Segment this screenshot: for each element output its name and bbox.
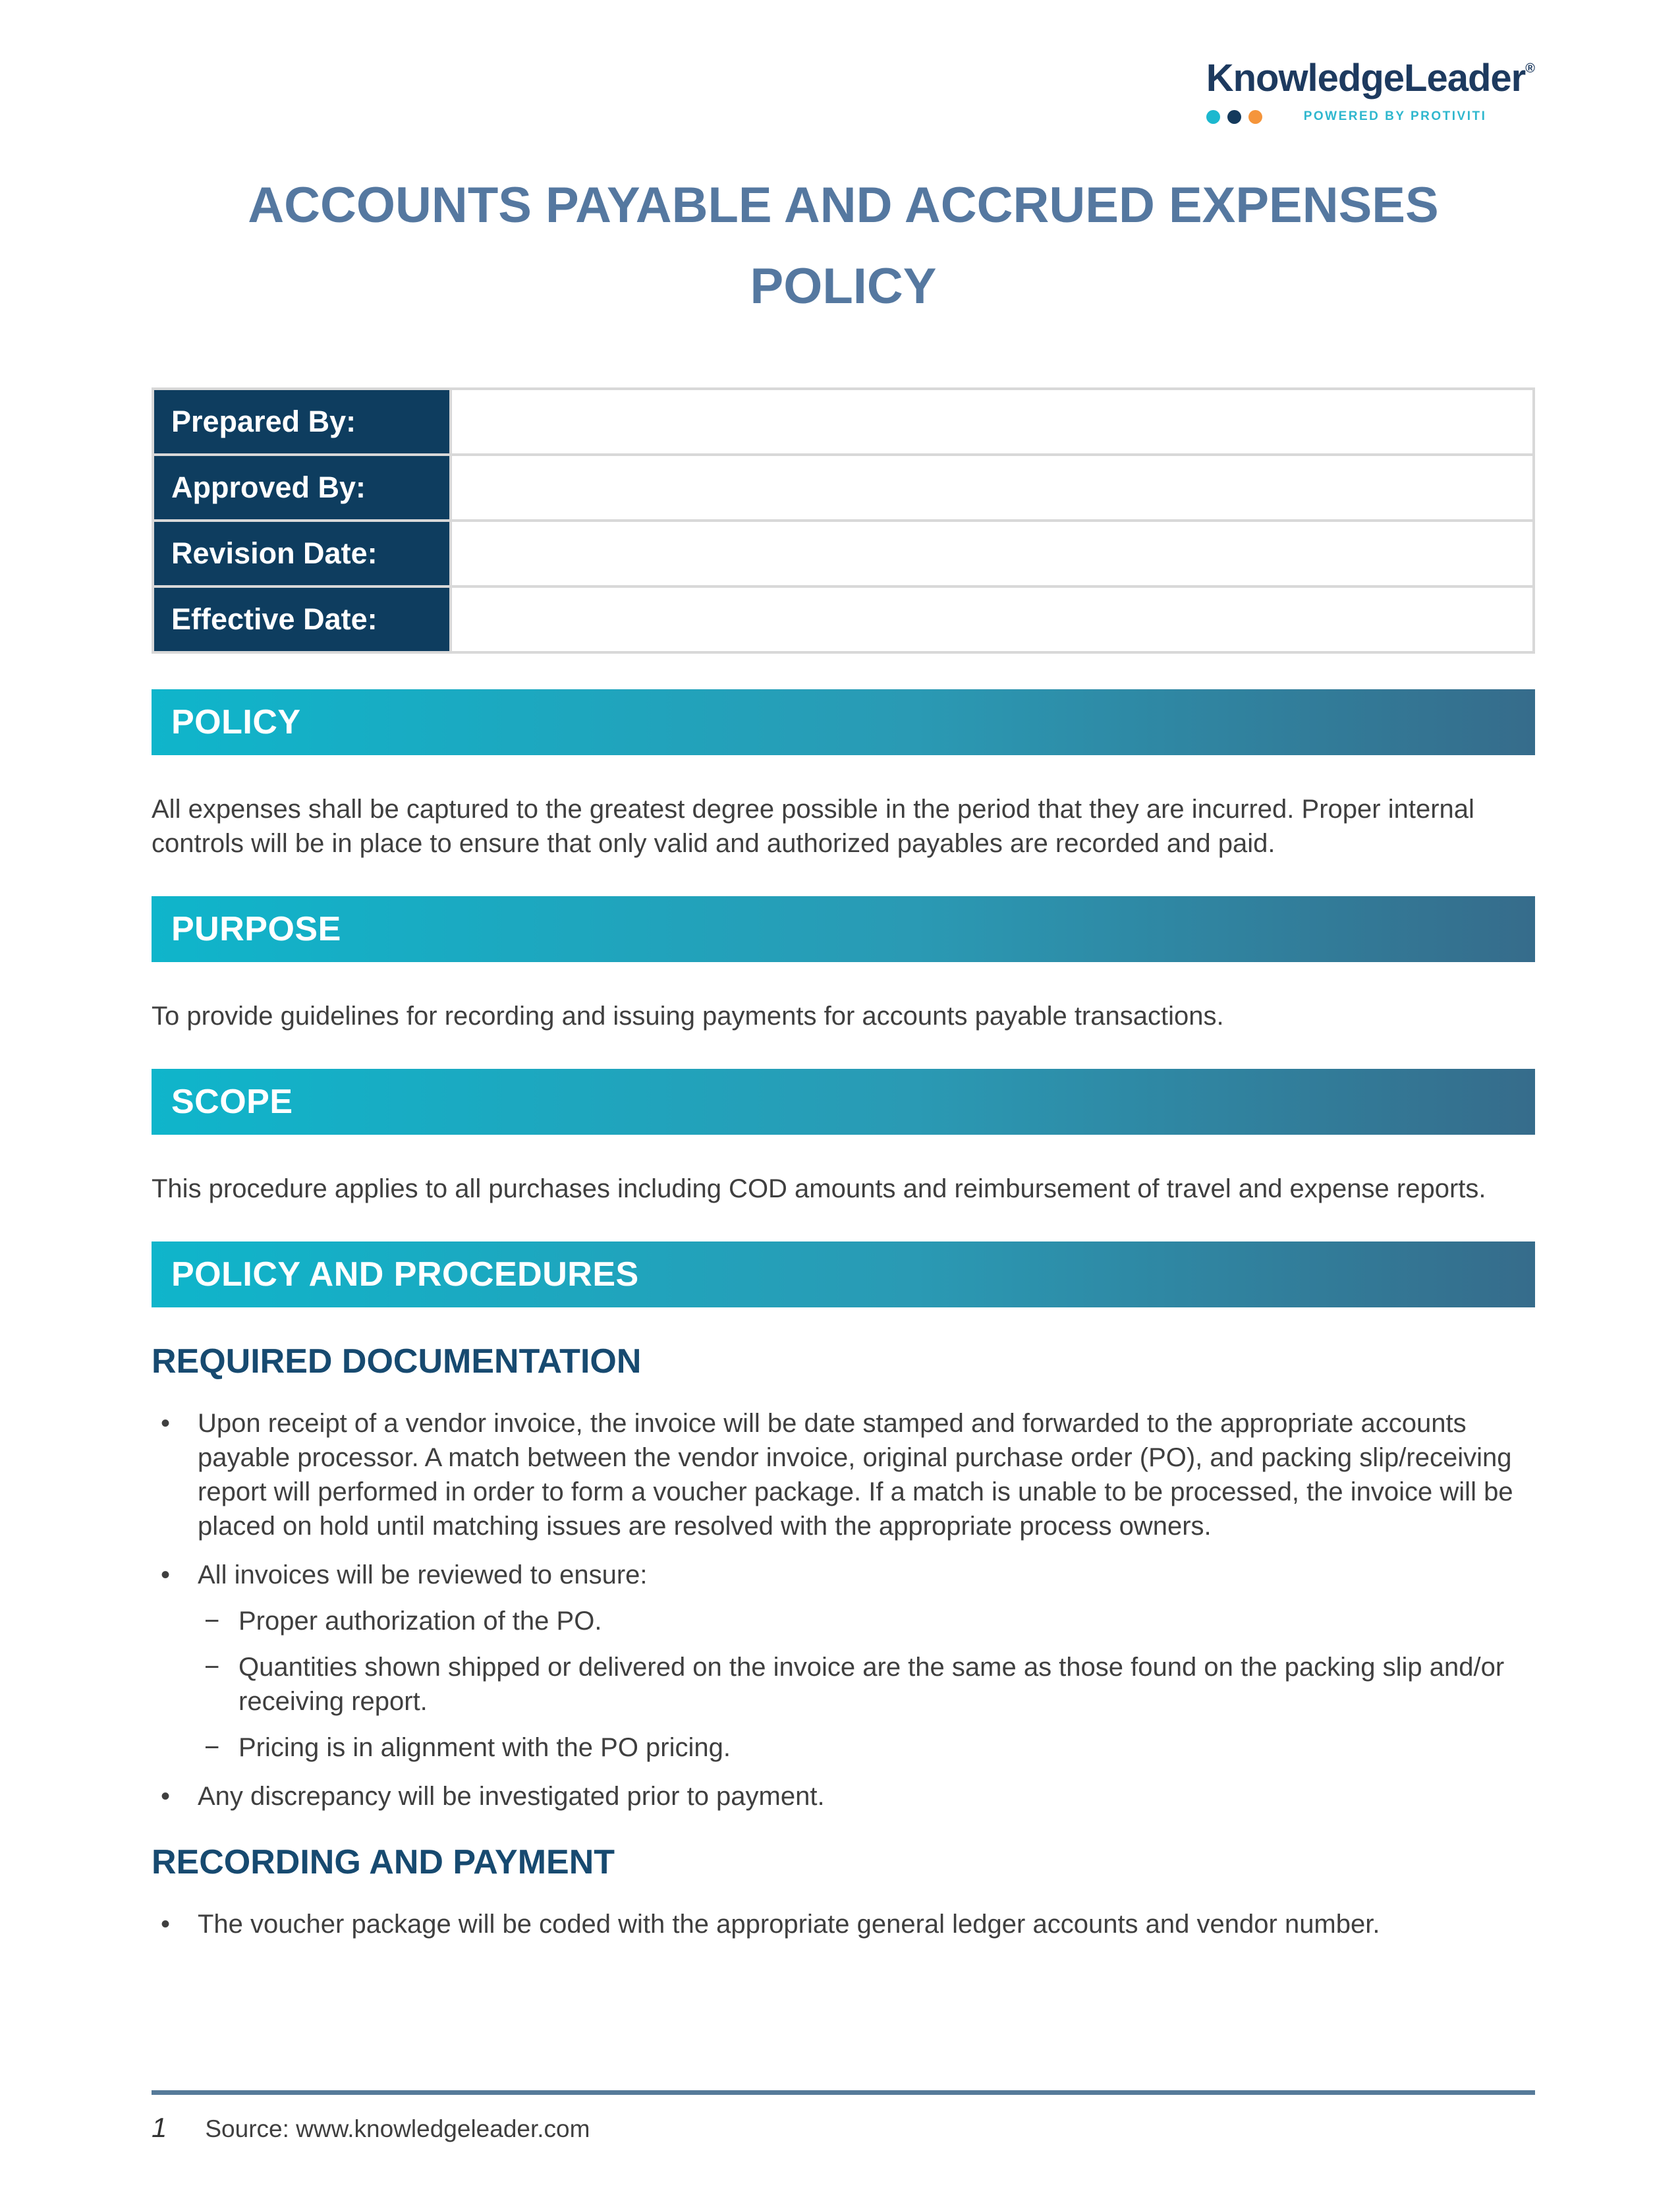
footer-rule [152, 2090, 1535, 2095]
registered-trademark-icon: ® [1525, 61, 1535, 76]
purpose-paragraph: To provide guidelines for recording and issuing payments for accounts payable transactions. [152, 1002, 1224, 1031]
list-item-text: Any discrepancy will be investigated prior to payment. [198, 1782, 825, 1812]
subsection-heading-required-documentation: REQUIRED DOCUMENTATION [152, 1342, 642, 1381]
page-title-line1: ACCOUNTS PAYABLE AND ACCRUED EXPENSES [248, 177, 1439, 233]
section-header-policy-and-procedures-label: POLICY AND PROCEDURES [171, 1255, 639, 1294]
dash-icon: − [204, 1607, 220, 1636]
page-title [152, 165, 1535, 327]
sub-list-item [204, 1730, 1535, 1765]
bullet-icon: • [161, 1560, 171, 1590]
bullet-icon: • [161, 1910, 171, 1939]
section-header-policy [152, 689, 1535, 755]
sub-list-item [204, 1650, 1535, 1719]
list-item [152, 1907, 1535, 1941]
brand-wordmark: KnowledgeLeader [1206, 57, 1526, 100]
page-title-line2: POLICY [750, 258, 937, 315]
table-label-approved-by: Approved By: [153, 455, 451, 521]
logo-wordmark-row [1206, 59, 1535, 98]
logo-tagline-row [1206, 109, 1535, 124]
list-item [152, 1779, 1535, 1813]
sub-list-item [204, 1604, 1535, 1638]
section-header-scope [152, 1069, 1535, 1135]
dash-icon: − [204, 1733, 220, 1763]
table-row [153, 521, 1534, 586]
table-value-effective-date [451, 586, 1534, 652]
knowledgeleader-logo [1206, 59, 1535, 124]
source-text: Source: www.knowledgeleader.com [205, 2115, 590, 2142]
table-row [153, 586, 1534, 652]
table-label-revision-date: Revision Date: [153, 521, 451, 586]
sub-list-item-text: Quantities shown shipped or delivered on the invoice are the same as those found on the packing slip and/or receiving report. [238, 1653, 1505, 1717]
sub-list-item-text: Pricing is in alignment with the PO pricing. [238, 1733, 731, 1763]
list-item-text: Upon receipt of a vendor invoice, the invoice will be date stamped and forwarded to the appropriate accounts payable processor. A match between the vendor invoice, original purchase order (PO), and packing slip/receiving report will performed in order to form a voucher package. If a match is unable to be processed, the invoice will be placed on hold until matching issues are resolved with the appropriate process owners. [198, 1409, 1513, 1541]
document-info-table [152, 387, 1535, 654]
list-item [152, 1406, 1535, 1543]
subsection-heading-recording-and-payment: RECORDING AND PAYMENT [152, 1843, 615, 1882]
page-number: 1 [152, 2112, 167, 2143]
table-label-prepared-by: Prepared By: [153, 389, 451, 455]
logo-dot-navy-icon [1227, 110, 1241, 124]
list-item [152, 1558, 1535, 1592]
footer-row [152, 2112, 1535, 2144]
table-value-prepared-by [451, 389, 1534, 455]
section-header-policy-label: POLICY [171, 703, 301, 742]
section-header-purpose [152, 896, 1535, 962]
section-header-policy-and-procedures [152, 1241, 1535, 1307]
table-row [153, 455, 1534, 521]
page-header [152, 0, 1535, 124]
table-value-approved-by [451, 455, 1534, 521]
section-header-purpose-label: PURPOSE [171, 910, 341, 949]
list-item-text: All invoices will be reviewed to ensure: [198, 1560, 648, 1590]
section-header-scope-label: SCOPE [171, 1083, 293, 1122]
logo-tagline: POWERED BY PROTIVITI [1303, 109, 1487, 123]
scope-paragraph: This procedure applies to all purchases including COD amounts and reimbursement of travel and expense reports. [152, 1174, 1486, 1204]
table-value-revision-date [451, 521, 1534, 586]
table-row [153, 389, 1534, 455]
logo-dot-orange-icon [1248, 110, 1262, 124]
table-label-effective-date: Effective Date: [153, 586, 451, 652]
page-footer [152, 2090, 1535, 2144]
dash-icon: − [204, 1653, 220, 1682]
list-item-text: The voucher package will be coded with the appropriate general ledger accounts and vendor number. [198, 1910, 1380, 1939]
logo-dot-teal-icon [1206, 110, 1220, 124]
policy-paragraph: All expenses shall be captured to the greatest degree possible in the period that they are incurred. Proper internal controls will be in place to ensure that only valid and authorized payables are recorded and paid. [152, 795, 1474, 859]
bullet-icon: • [161, 1782, 171, 1812]
bullet-icon: • [161, 1409, 171, 1439]
sub-list-item-text: Proper authorization of the PO. [238, 1607, 602, 1636]
